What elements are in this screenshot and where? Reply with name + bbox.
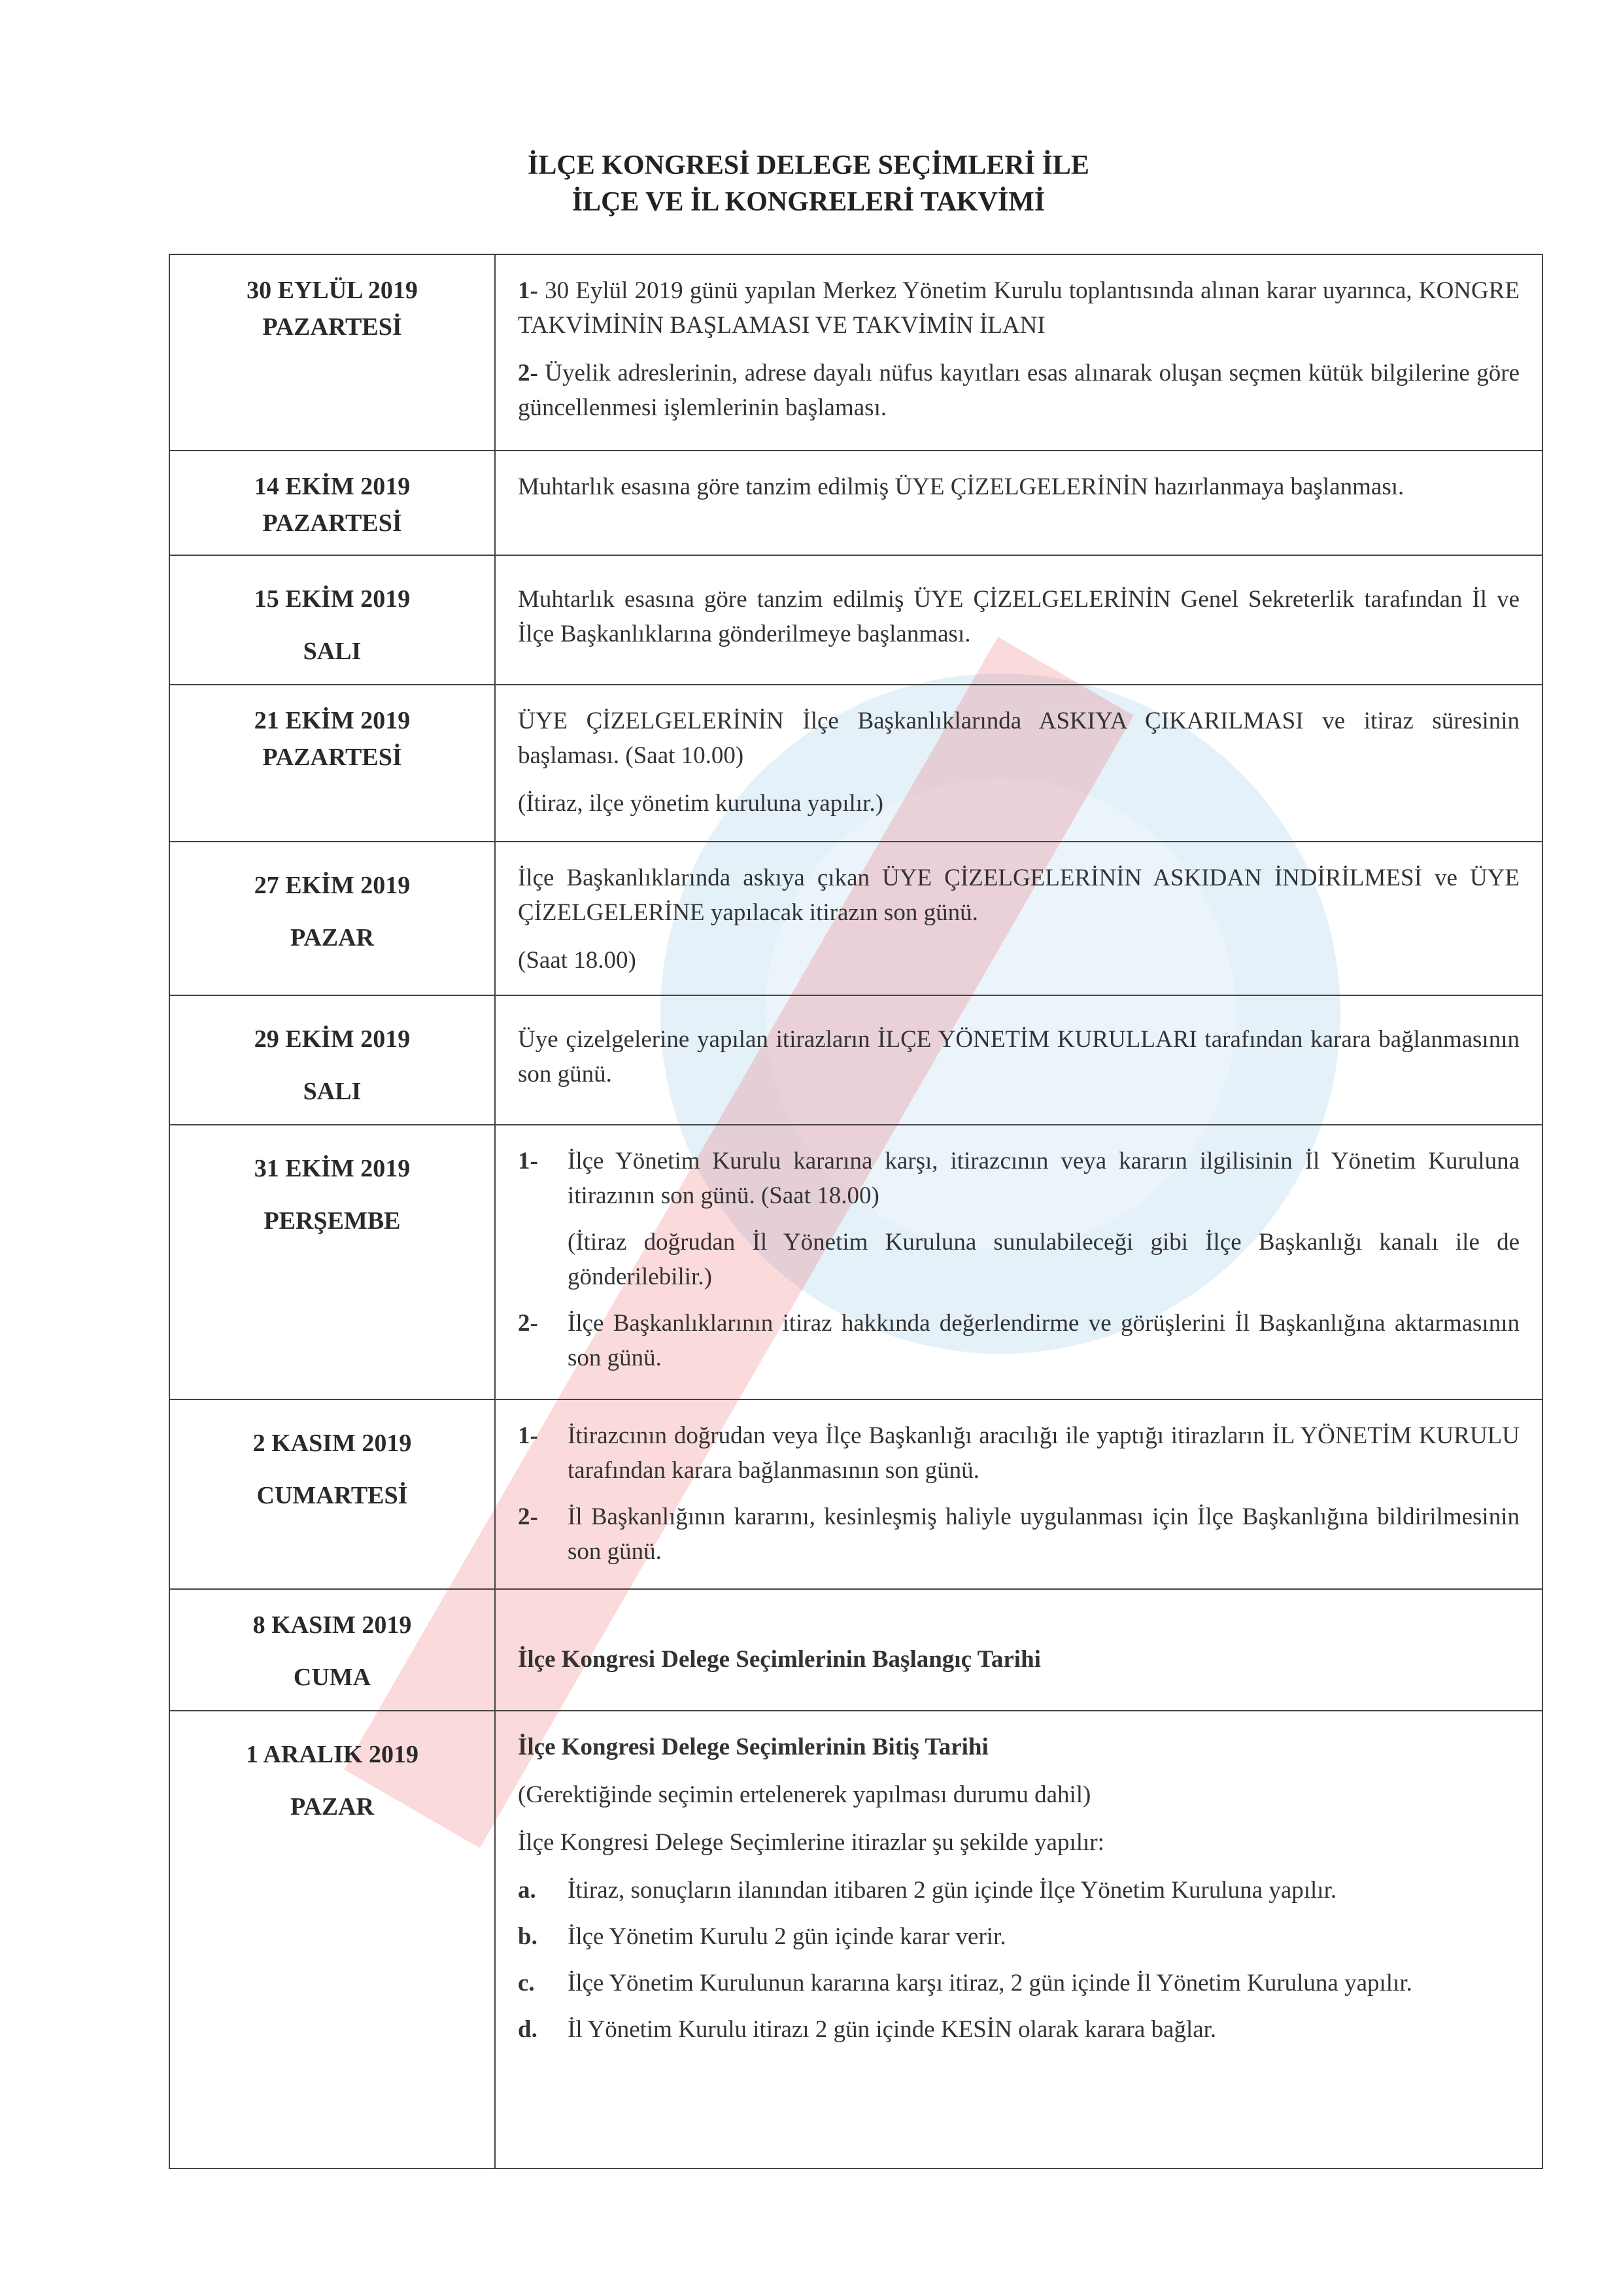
date-cell bbox=[169, 685, 495, 842]
description-cell bbox=[495, 1125, 1542, 1399]
row-note: (Gerektiğinde seçimin ertelenerek yapılması durumu dahil) bbox=[518, 1781, 1091, 1808]
list-item bbox=[518, 273, 1520, 343]
weekday-label: SALI bbox=[303, 1078, 362, 1105]
description-cell bbox=[495, 685, 1542, 842]
item-letter: c. bbox=[518, 1970, 535, 1996]
item-letter: a. bbox=[518, 1877, 536, 1904]
date-label: 29 EKİM 2019 bbox=[254, 1025, 411, 1053]
list-item bbox=[518, 1919, 1520, 1954]
row-note: (İtiraz, ilçe yönetim kuruluna yapılır.) bbox=[518, 790, 883, 817]
row-text: Muhtarlık esasına göre tanzim edilmiş ÜYE ÇİZELGELERİNİN Genel Sekreterlik tarafından İl ve İlçe Başkanlıklarına gönderilmeye başlanması. bbox=[518, 586, 1520, 647]
date-label: 1 ARALIK 2019 bbox=[246, 1741, 418, 1768]
row-note: İlçe Kongresi Delege Seçimlerine itirazlar şu şekilde yapılır: bbox=[518, 1829, 1104, 1856]
list-item bbox=[518, 1873, 1520, 1908]
item-text: İlçe Yönetim Kurulu kararına karşı, itirazcının veya kararın ilgilisinin İl Yönetim Kuruluna itirazının son günü. (Saat 18.00) bbox=[568, 1148, 1520, 1209]
row-text: Üye çizelgelerine yapılan itirazların İLÇE YÖNETİM KURULLARI tarafından karara bağlanmasının son günü. bbox=[518, 1026, 1520, 1088]
table-row bbox=[169, 1711, 1542, 2168]
page-title-line1: İLÇE KONGRESİ DELEGE SEÇİMLERİ İLE bbox=[528, 150, 1089, 180]
weekday-label: CUMARTESİ bbox=[256, 1482, 408, 1509]
description-cell bbox=[495, 842, 1542, 995]
description-cell bbox=[495, 555, 1542, 685]
item-number: 1- bbox=[518, 1148, 538, 1174]
list-item bbox=[518, 1499, 1520, 1569]
list-item bbox=[518, 1418, 1520, 1488]
date-label: 14 EKİM 2019 bbox=[254, 473, 411, 500]
item-text: İtiraz, sonuçların ilanından itibaren 2 gün içinde İlçe Yönetim Kuruluna yapılır. bbox=[568, 1877, 1337, 1904]
date-cell bbox=[169, 995, 495, 1125]
date-cell bbox=[169, 1711, 495, 2168]
item-sub-note: (İtiraz doğrudan İl Yönetim Kuruluna sunulabileceği gibi İlçe Başkanlığı kanalı ile de gönderilebilir.) bbox=[568, 1229, 1520, 1290]
date-label: 2 KASIM 2019 bbox=[252, 1430, 412, 1457]
list-item bbox=[518, 2012, 1520, 2047]
description-cell bbox=[495, 254, 1542, 451]
table-row bbox=[169, 555, 1542, 685]
date-cell bbox=[169, 1399, 495, 1589]
item-text: 30 Eylül 2019 günü yapılan Merkez Yönetim Kurulu toplantısında alınan karar uyarınca, KONGRE TAKVİMİNİN BAŞLAMASI VE TAKVİMİN İLANI bbox=[518, 277, 1520, 339]
weekday-label: PAZAR bbox=[290, 1793, 375, 1821]
date-label: 27 EKİM 2019 bbox=[254, 872, 411, 899]
item-number: 1- bbox=[518, 1422, 538, 1449]
item-text: Üyelik adreslerinin, adrese dayalı nüfus kayıtları esas alınarak oluşan seçmen kütük bilgilerine göre güncellenmesi işlemlerinin başlaması. bbox=[518, 360, 1520, 421]
item-number: 1- bbox=[518, 277, 538, 304]
item-number: 2- bbox=[518, 360, 538, 386]
list-item bbox=[518, 1966, 1520, 2000]
date-cell bbox=[169, 1125, 495, 1399]
date-cell bbox=[169, 451, 495, 555]
date-label: 31 EKİM 2019 bbox=[254, 1155, 411, 1182]
item-text: İl Yönetim Kurulu itirazı 2 gün içinde KESİN olarak karara bağlar. bbox=[568, 2016, 1217, 2043]
description-cell bbox=[495, 1399, 1542, 1589]
item-number: 2- bbox=[518, 1310, 538, 1337]
page-title-line2: İLÇE VE İL KONGRELERİ TAKVİMİ bbox=[571, 187, 1046, 217]
date-label: 21 EKİM 2019 bbox=[254, 707, 411, 734]
date-label: 15 EKİM 2019 bbox=[254, 585, 411, 613]
item-text: İlçe Yönetim Kurulunun kararına karşı itiraz, 2 gün içinde İl Yönetim Kuruluna yapılır. bbox=[568, 1970, 1412, 1996]
item-text: İlçe Başkanlıklarının itiraz hakkında değerlendirme ve görüşlerini İl Başkanlığına aktarmasının son günü. bbox=[568, 1310, 1520, 1371]
item-text: İtirazcının doğrudan veya İlçe Başkanlığı aracılığı ile yaptığı itirazların İL YÖNETİM KURULU tarafından karara bağlanmasının son günü. bbox=[568, 1422, 1520, 1484]
row-text: Muhtarlık esasına göre tanzim edilmiş ÜYE ÇİZELGELERİNİN hazırlanmaya başlanması. bbox=[518, 473, 1404, 500]
date-cell bbox=[169, 842, 495, 995]
list-item bbox=[518, 356, 1520, 425]
table-row bbox=[169, 1399, 1542, 1589]
row-heading: İlçe Kongresi Delege Seçimlerinin Başlangıç Tarihi bbox=[518, 1646, 1041, 1673]
page-title bbox=[0, 147, 1617, 220]
row-text: İlçe Başkanlıklarında askıya çıkan ÜYE ÇİZELGELERİNİN ASKIDAN İNDİRİLMESİ ve ÜYE ÇİZELGELERİNE yapılacak itirazın son günü. bbox=[518, 865, 1520, 926]
date-cell bbox=[169, 254, 495, 451]
table-row bbox=[169, 995, 1542, 1125]
weekday-label: PERŞEMBE bbox=[264, 1207, 401, 1235]
row-heading: İlçe Kongresi Delege Seçimlerinin Bitiş Tarihi bbox=[518, 1734, 989, 1760]
table-row bbox=[169, 685, 1542, 842]
list-item bbox=[518, 1306, 1520, 1375]
table-row bbox=[169, 1125, 1542, 1399]
date-cell bbox=[169, 1589, 495, 1711]
weekday-label: PAZARTESİ bbox=[262, 313, 402, 341]
weekday-label: PAZARTESİ bbox=[262, 744, 402, 771]
weekday-label: PAZARTESİ bbox=[262, 509, 402, 537]
description-cell bbox=[495, 995, 1542, 1125]
item-letter: d. bbox=[518, 2016, 537, 2043]
date-cell bbox=[169, 555, 495, 685]
item-letter: b. bbox=[518, 1923, 537, 1950]
item-text: İlçe Yönetim Kurulu 2 gün içinde karar verir. bbox=[568, 1923, 1006, 1950]
item-number: 2- bbox=[518, 1503, 538, 1530]
weekday-label: SALI bbox=[303, 638, 362, 665]
table-row bbox=[169, 842, 1542, 995]
calendar-table bbox=[169, 254, 1543, 2169]
table-row bbox=[169, 254, 1542, 451]
table-row bbox=[169, 1589, 1542, 1711]
description-cell bbox=[495, 1589, 1542, 1711]
date-label: 30 EYLÜL 2019 bbox=[247, 277, 418, 304]
weekday-label: CUMA bbox=[293, 1664, 371, 1691]
table-row bbox=[169, 451, 1542, 555]
item-text: İl Başkanlığının kararını, kesinleşmiş haliyle uygulanması için İlçe Başkanlığına bildirilmesinin son günü. bbox=[568, 1503, 1520, 1565]
list-item bbox=[518, 1144, 1520, 1213]
row-text: ÜYE ÇİZELGELERİNİN İlçe Başkanlıklarında ASKIYA ÇIKARILMASI ve itiraz süresinin başlaması. (Saat 10.00) bbox=[518, 708, 1520, 769]
description-cell bbox=[495, 451, 1542, 555]
date-label: 8 KASIM 2019 bbox=[252, 1611, 412, 1639]
description-cell bbox=[495, 1711, 1542, 2168]
row-note: (Saat 18.00) bbox=[518, 947, 636, 974]
weekday-label: PAZAR bbox=[290, 924, 375, 951]
